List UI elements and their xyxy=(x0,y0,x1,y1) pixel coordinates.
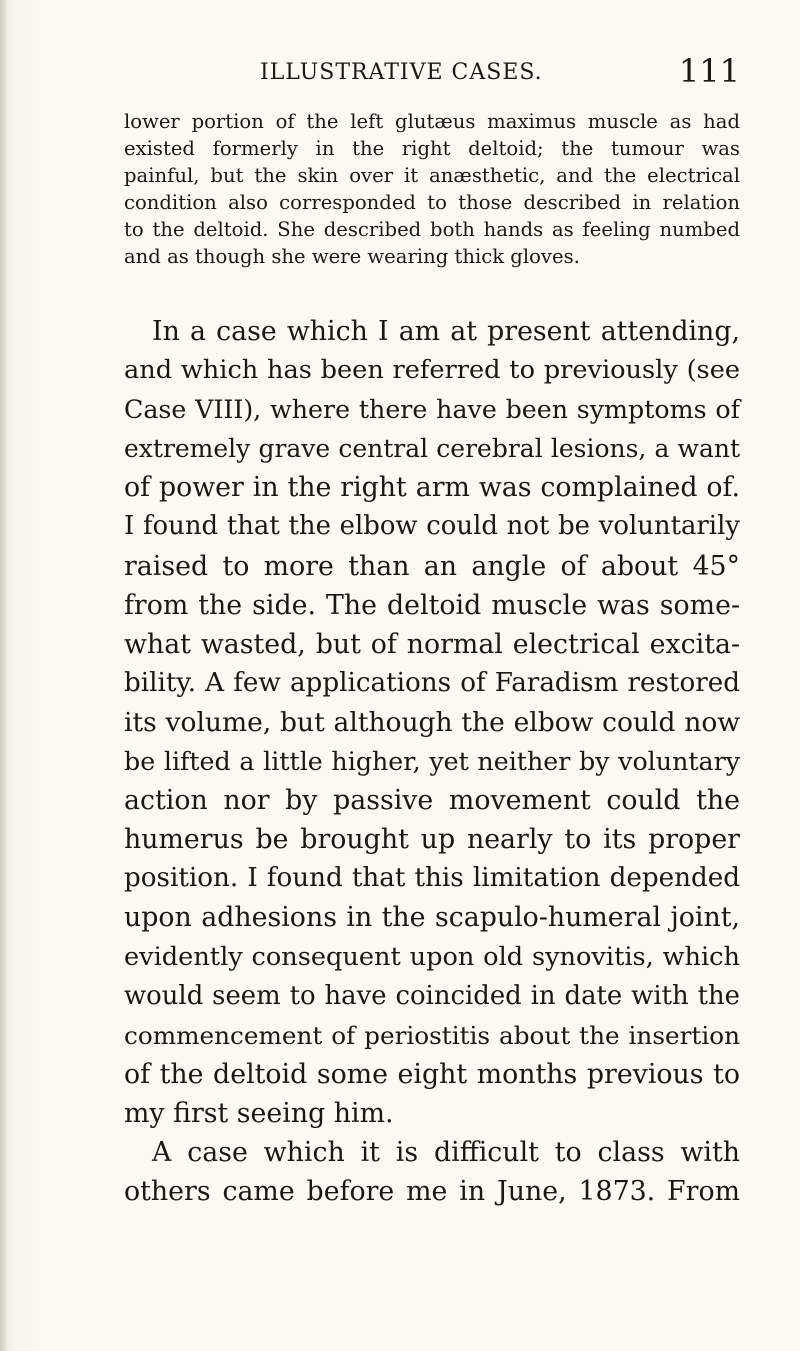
text-line: evidently consequent upon old synovitis, which xyxy=(124,941,740,972)
text-line: A case which it is difficult to class with xyxy=(152,1136,740,1168)
running-head xyxy=(100,52,740,100)
text-line: and as though she were wearing thick gloves. xyxy=(124,245,580,268)
text-line: Case VIII), where there have been symptoms of xyxy=(124,395,740,425)
text-line: upon adhesions in the scapulo-humeral joint, xyxy=(124,902,740,934)
text-line: extremely grave central cerebral lesions, a want xyxy=(124,434,740,464)
text-line: existed formerly in the right deltoid; the tumour was xyxy=(124,137,740,160)
page-number: 111 xyxy=(678,52,740,90)
text-line: my first seeing him. xyxy=(124,1097,394,1129)
text-line: position. I found that this limitation depended xyxy=(124,863,740,894)
text-line: action nor by passive movement could the xyxy=(124,785,740,817)
text-line: be lifted a little higher, yet neither by voluntary xyxy=(124,747,740,777)
text-line: what wasted, but of normal electrical excita- xyxy=(124,628,740,660)
text-line: I found that the elbow could not be voluntarily xyxy=(124,511,740,542)
text-line: condition also corresponded to those described in relation xyxy=(124,191,740,214)
main-paragraph xyxy=(124,312,740,1211)
text-line: raised to more than an angle of about 45° xyxy=(124,550,740,582)
text-line: lower portion of the left glutæus maximus muscle as had xyxy=(124,110,740,133)
text-line: commencement of periostitis about the insertion xyxy=(124,1020,740,1050)
text-line: and which has been referred to previously (see xyxy=(124,355,740,386)
text-line: would seem to have coincided in date with the xyxy=(124,980,740,1011)
text-line: bility. A few applications of Faradism restored xyxy=(124,667,740,698)
small-print-paragraph xyxy=(124,108,740,270)
text-line: to the deltoid. She described both hands as feeling numbed xyxy=(124,218,740,241)
text-line: In a case which I am at present attending, xyxy=(152,316,740,347)
text-line: its volume, but although the elbow could now xyxy=(124,706,740,738)
text-line: of power in the right arm was complained of. xyxy=(124,472,740,504)
text-line: of the deltoid some eight months previous to xyxy=(124,1058,740,1090)
text-line: others came before me in June, 1873. From xyxy=(124,1176,740,1208)
text-line: from the side. The deltoid muscle was some- xyxy=(124,589,740,621)
binding-shadow xyxy=(0,0,8,1351)
text-line: humerus be brought up nearly to its proper xyxy=(124,824,740,856)
running-title: ILLUSTRATIVE CASES. xyxy=(260,60,543,85)
text-line: painful, but the skin over it anæsthetic, and the electrical xyxy=(124,164,740,187)
